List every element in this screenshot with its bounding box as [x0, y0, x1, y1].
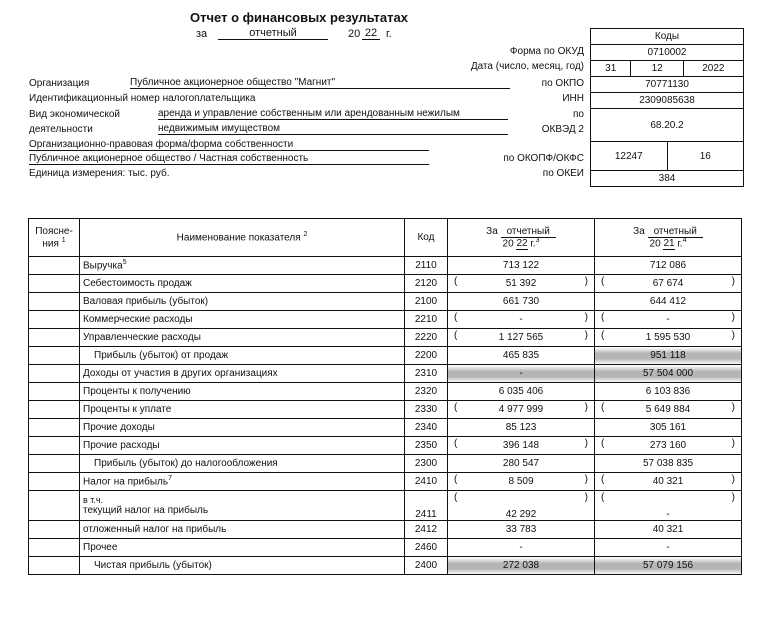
col-prev-period: отчетный — [648, 226, 703, 238]
table-row — [29, 329, 742, 347]
previous-year-value-text: 57 079 156 — [642, 560, 694, 571]
col-prev-year-prefix: 20 — [649, 238, 661, 250]
current-year-value — [448, 311, 595, 329]
line-code: 2412 — [405, 521, 448, 539]
inn-code: 2309085638 — [591, 92, 743, 108]
indicator-name — [80, 347, 405, 365]
current-year-value — [448, 491, 595, 521]
close-paren: ) — [584, 492, 588, 503]
activity-label-1: Вид экономической — [29, 109, 120, 120]
indicator-name — [80, 539, 405, 557]
year-unit: г. — [386, 28, 392, 40]
indicator-name-text: Чистая прибыль (убыток) — [94, 560, 212, 571]
note-cell — [29, 437, 80, 455]
current-year-value — [448, 539, 595, 557]
col-code-header: Код — [405, 219, 448, 257]
previous-year-value — [595, 365, 742, 383]
okei-code: 384 — [591, 170, 743, 186]
year-suffix: 22 — [362, 27, 380, 40]
col-prev-unit: г. — [677, 238, 683, 250]
previous-year-value-text: 273 160 — [649, 440, 687, 451]
current-year-value — [448, 419, 595, 437]
report-title: Отчет о финансовых результатах — [190, 10, 408, 25]
open-paren: ( — [454, 330, 458, 341]
previous-year-value-text: 57 038 835 — [642, 458, 694, 469]
line-code: 2350 — [405, 437, 448, 455]
current-year-value — [448, 257, 595, 275]
inn-row-label: Идентификационный номер налогоплательщика — [29, 93, 256, 104]
okei-label: по ОКЕИ — [542, 168, 584, 179]
line-code: 2300 — [405, 455, 448, 473]
previous-year-value — [595, 329, 742, 347]
indicator-name-text: Себестоимость продаж — [83, 278, 192, 289]
current-year-value — [448, 293, 595, 311]
line-code: 2460 — [405, 539, 448, 557]
current-year-value-text: 1 127 565 — [498, 332, 544, 343]
close-paren: ) — [731, 474, 735, 485]
indicator-name — [80, 383, 405, 401]
previous-year-value — [595, 293, 742, 311]
note-cell — [29, 365, 80, 383]
previous-year-value-text: 951 118 — [650, 350, 686, 361]
okud-code: 0710002 — [591, 44, 743, 60]
previous-year-value-text: 6 103 836 — [645, 386, 691, 397]
table-row — [29, 419, 742, 437]
previous-year-value — [595, 473, 742, 491]
year-prefix: 20 — [348, 28, 361, 40]
okopf-code: 12247 — [614, 150, 643, 162]
line-code: 2110 — [405, 257, 448, 275]
previous-year-value-text: - — [666, 542, 670, 553]
org-label: Организация — [29, 78, 90, 89]
open-paren: ( — [601, 474, 605, 485]
current-year-value — [448, 521, 595, 539]
previous-year-value-text: 1 595 530 — [645, 332, 691, 343]
col-prev-year: 21 — [663, 238, 675, 250]
indicator-name — [80, 257, 405, 275]
indicator-name-text: Прибыль (убыток) до налогообложения — [94, 458, 278, 469]
indicator-name-text: Прибыль (убыток) от продаж — [94, 350, 229, 361]
okved-code: 68.20.2 — [591, 108, 743, 141]
indicator-name-text: Доходы от участия в других организациях — [83, 368, 278, 379]
okpo-label: по ОКПО — [541, 78, 584, 89]
open-paren: ( — [601, 402, 605, 413]
col-cur-sup: 3 — [535, 236, 540, 244]
date-month: 12 — [630, 61, 682, 76]
line-code: 2330 — [405, 401, 448, 419]
note-cell — [29, 473, 80, 491]
codes-title: Коды — [654, 31, 680, 42]
indicator-name-text: Проценты к уплате — [83, 404, 172, 415]
col-name-sup: 2 — [303, 231, 308, 239]
col-note-sup: 1 — [61, 236, 66, 244]
note-cell — [29, 539, 80, 557]
previous-year-value — [595, 257, 742, 275]
note-cell — [29, 419, 80, 437]
open-paren: ( — [454, 438, 458, 449]
note-cell — [29, 401, 80, 419]
close-paren: ) — [584, 276, 588, 287]
note-cell — [29, 383, 80, 401]
period-value: отчетный — [218, 27, 328, 40]
indicator-name-text: Налог на прибыль — [83, 476, 169, 488]
current-year-value-text: 280 547 — [502, 458, 540, 469]
table-row — [29, 257, 742, 275]
table-row — [29, 473, 742, 491]
current-year-value-text: 4 977 999 — [498, 404, 544, 415]
indicator-name — [80, 437, 405, 455]
okopf-codes — [591, 141, 743, 170]
current-year-value-text: 661 730 — [502, 296, 540, 307]
indicator-name-text: Проценты к получению — [83, 386, 191, 397]
note-cell — [29, 455, 80, 473]
previous-year-value — [595, 383, 742, 401]
previous-year-value — [595, 275, 742, 293]
table-row — [29, 275, 742, 293]
close-paren: ) — [731, 492, 735, 503]
close-paren: ) — [584, 438, 588, 449]
previous-year-value — [595, 347, 742, 365]
col-note-text-2: ния — [42, 238, 59, 250]
current-year-value-text: 8 509 — [508, 476, 534, 487]
previous-year-value — [595, 455, 742, 473]
open-paren: ( — [454, 402, 458, 413]
line-code: 2200 — [405, 347, 448, 365]
table-row — [29, 539, 742, 557]
col-cur-unit: г. — [530, 238, 536, 250]
current-year-value-text: 272 038 — [502, 560, 540, 571]
current-year-value-text: - — [519, 314, 523, 325]
table-row — [29, 455, 742, 473]
okfs-code: 16 — [667, 142, 744, 170]
activity-label-2: деятельности — [29, 124, 93, 135]
line-code: 2340 — [405, 419, 448, 437]
line-code: 2400 — [405, 557, 448, 575]
current-year-value-text: 6 035 406 — [498, 386, 544, 397]
okud-label: Форма по ОКУД — [509, 46, 584, 57]
table-row — [29, 401, 742, 419]
current-year-value — [448, 329, 595, 347]
open-paren: ( — [601, 276, 605, 287]
table-row — [29, 521, 742, 539]
col-cur-year: 22 — [516, 238, 528, 250]
current-year-value-text: 465 835 — [502, 350, 540, 361]
open-paren: ( — [601, 492, 605, 503]
line-code: 2310 — [405, 365, 448, 383]
current-year-value-text: 51 392 — [505, 278, 537, 289]
note-cell — [29, 491, 80, 521]
table-header-row — [29, 219, 742, 257]
previous-year-value — [595, 521, 742, 539]
open-paren: ( — [454, 474, 458, 485]
col-prev-for: За — [633, 225, 645, 237]
org-value: Публичное акционерное общество "Магнит" — [130, 77, 510, 89]
close-paren: ) — [584, 330, 588, 341]
note-cell — [29, 257, 80, 275]
col-previous-header — [595, 219, 742, 257]
note-cell — [29, 557, 80, 575]
previous-year-value-text: 40 321 — [652, 524, 684, 535]
close-paren: ) — [731, 438, 735, 449]
financial-results-table — [28, 218, 742, 575]
previous-year-value-text: 67 674 — [652, 278, 684, 289]
date-year: 2022 — [683, 61, 743, 76]
close-paren: ) — [731, 402, 735, 413]
current-year-value-text: 33 783 — [505, 524, 537, 535]
table-row — [29, 293, 742, 311]
line-code: 2100 — [405, 293, 448, 311]
open-paren: ( — [601, 312, 605, 323]
indicator-name — [80, 275, 405, 293]
note-cell — [29, 311, 80, 329]
okopf-label: по ОКОПФ/ОКФС — [503, 153, 584, 164]
close-paren: ) — [584, 312, 588, 323]
legal-form-value: Публичное акционерное общество / Частная собственность — [29, 153, 429, 165]
open-paren: ( — [454, 492, 458, 503]
current-year-value — [448, 557, 595, 575]
current-year-value — [448, 365, 595, 383]
indicator-name — [80, 557, 405, 575]
including-label: в т.ч. — [83, 495, 104, 505]
col-current-header — [448, 219, 595, 257]
indicator-name — [80, 455, 405, 473]
previous-year-value-text: 5 649 884 — [645, 404, 691, 415]
table-row — [29, 491, 742, 521]
date-day: 31 — [605, 63, 617, 74]
note-cell — [29, 329, 80, 347]
current-year-value — [448, 275, 595, 293]
previous-year-value — [595, 557, 742, 575]
date-codes — [591, 60, 743, 76]
codes-box — [590, 28, 744, 187]
indicator-name — [80, 329, 405, 347]
footnote-sup: 5 — [122, 259, 127, 267]
open-paren: ( — [454, 312, 458, 323]
table-row — [29, 347, 742, 365]
indicator-name — [80, 521, 405, 539]
line-code: 2411 — [405, 491, 448, 521]
indicator-name — [80, 365, 405, 383]
col-note-text-1: Поясне- — [35, 225, 73, 237]
previous-year-value-text: 644 412 — [649, 296, 687, 307]
current-year-value — [448, 437, 595, 455]
col-note-header — [29, 219, 80, 257]
current-year-value — [448, 347, 595, 365]
indicator-name-text: отложенный налог на прибыль — [83, 524, 227, 535]
line-code: 2410 — [405, 473, 448, 491]
current-year-value-text: - — [519, 368, 523, 379]
previous-year-value-text: - — [666, 509, 670, 520]
close-paren: ) — [731, 276, 735, 287]
previous-year-value — [595, 491, 742, 521]
indicator-name-text: Валовая прибыль (убыток) — [83, 296, 209, 307]
inn-label: ИНН — [562, 93, 584, 104]
close-paren: ) — [584, 474, 588, 485]
col-cur-period: отчетный — [501, 226, 556, 238]
current-year-value-text: 85 123 — [505, 422, 537, 433]
legal-form-label: Организационно-правовая форма/форма собственности — [29, 139, 429, 151]
open-paren: ( — [601, 330, 605, 341]
table-row — [29, 383, 742, 401]
indicator-name — [80, 419, 405, 437]
current-year-value-text: 713 122 — [502, 260, 540, 271]
table-row — [29, 311, 742, 329]
note-cell — [29, 275, 80, 293]
previous-year-value-text: - — [666, 314, 670, 325]
activity-value-2: недвижимым имуществом — [158, 123, 508, 135]
current-year-value — [448, 473, 595, 491]
note-cell — [29, 293, 80, 311]
indicator-name — [80, 473, 405, 491]
previous-year-value — [595, 437, 742, 455]
table-row — [29, 437, 742, 455]
indicator-name-text: Прочие расходы — [83, 440, 160, 451]
previous-year-value — [595, 311, 742, 329]
previous-year-value-text: 305 161 — [649, 422, 687, 433]
indicator-name-text: Прочие доходы — [83, 422, 155, 433]
current-year-value — [448, 401, 595, 419]
close-paren: ) — [584, 402, 588, 413]
table-row — [29, 365, 742, 383]
indicator-name-text: Выручка — [83, 260, 123, 272]
unit-label: Единица измерения: тыс. руб. — [29, 168, 170, 179]
col-name-header — [80, 219, 405, 257]
indicator-name — [80, 311, 405, 329]
line-code: 2120 — [405, 275, 448, 293]
note-cell — [29, 347, 80, 365]
close-paren: ) — [731, 312, 735, 323]
previous-year-value — [595, 419, 742, 437]
col-cur-for: За — [486, 225, 498, 237]
footnote-sup: 7 — [168, 475, 173, 483]
period-for-label: за — [196, 28, 208, 40]
date-label: Дата (число, месяц, год) — [470, 61, 584, 72]
current-year-value-text: - — [519, 542, 523, 553]
indicator-name-text: Коммерческие расходы — [83, 314, 193, 325]
indicator-name-text: Управленческие расходы — [83, 332, 201, 343]
line-code: 2210 — [405, 311, 448, 329]
okved-label-1: по — [573, 109, 584, 120]
open-paren: ( — [454, 276, 458, 287]
okved-label-2: ОКВЭД 2 — [541, 124, 584, 135]
close-paren: ) — [731, 330, 735, 341]
previous-year-value — [595, 539, 742, 557]
line-code: 2220 — [405, 329, 448, 347]
current-year-value-text: 42 292 — [505, 509, 537, 520]
open-paren: ( — [601, 438, 605, 449]
indicator-name — [80, 293, 405, 311]
previous-year-value-text: 40 321 — [652, 476, 684, 487]
previous-year-value-text: 712 086 — [649, 260, 687, 271]
col-name-text: Наименование показателя — [176, 232, 301, 244]
previous-year-value-text: 57 504 000 — [642, 368, 694, 379]
indicator-name-text: Прочее — [83, 542, 118, 553]
table-row — [29, 557, 742, 575]
indicator-name — [80, 491, 405, 521]
col-cur-year-prefix: 20 — [502, 238, 514, 250]
previous-year-value — [595, 401, 742, 419]
current-year-value — [448, 455, 595, 473]
activity-value-1: аренда и управление собственным или арендованным нежилым — [158, 108, 508, 120]
line-code: 2320 — [405, 383, 448, 401]
indicator-name — [80, 401, 405, 419]
current-year-value — [448, 383, 595, 401]
current-year-value-text: 396 148 — [502, 440, 540, 451]
note-cell — [29, 521, 80, 539]
indicator-name-text: текущий налог на прибыль — [83, 505, 209, 516]
col-prev-sup: 4 — [682, 236, 687, 244]
okpo-code: 70771130 — [591, 76, 743, 92]
